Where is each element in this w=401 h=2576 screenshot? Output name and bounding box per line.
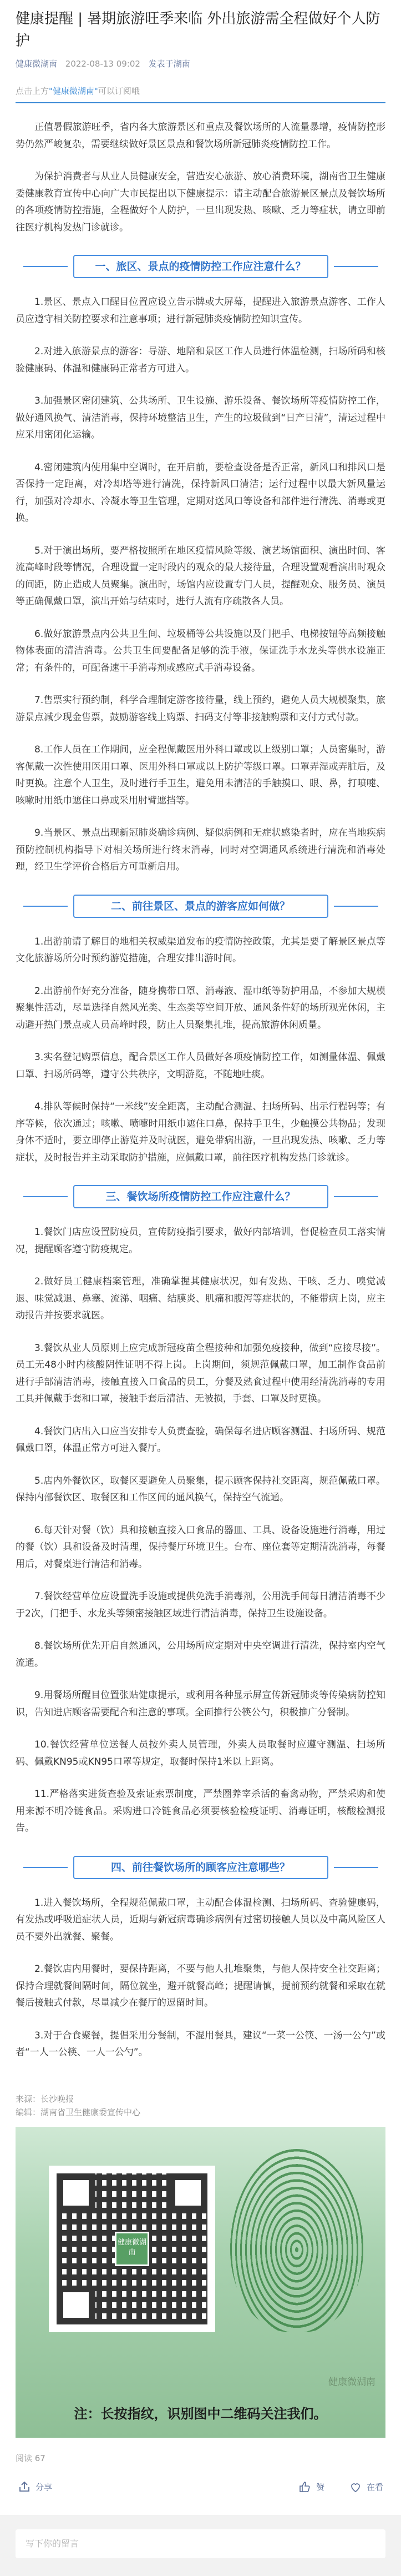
paragraph: 3.加强景区密闭建筑、公共场所、卫生设施、游乐设备、餐饮场所等疫情防控工作，做好通风换气、清洁消毒，保持环境整洁卫生，产生的垃圾做到“日产日清”，清运过程中应采用密闭化运输。	[16, 395, 385, 440]
article-meta	[16, 58, 385, 70]
qr-code[interactable]	[49, 2166, 215, 2332]
publish-location: 发表于湖南	[148, 59, 190, 69]
share-label: 分享	[35, 2482, 53, 2492]
paragraph: 3.餐饮从业人员原则上应完成新冠疫苗全程接种和加强免疫接种，做到“应接尽接”。员工无48小时内核酸阴性证明不得上岗。上岗期间，须规范佩戴口罩，加工制作食品前进行手部清洁消毒，接触直接入口食品的员工，分餐及熟食过程中使用经清洗消毒的专用工具并佩戴手套和口罩，接触手套后清洁、无被损，手套、口罩及时更换。	[16, 1342, 385, 1404]
paragraph: 7.售票实行预约制，科学合理制定游客接待量，线上预约，避免人员大规模聚集，旅游景点减少现金售票，鼓励游客线上购票、扫码支付等非接触购票和支付方式付款。	[16, 695, 385, 723]
qr-logo: 健康微湖南	[115, 2232, 149, 2266]
paragraph: 5.店内外餐饮区，取餐区要避免人员聚集，提示顾客保持社交距离，规范佩戴口罩。保持内部餐饮区、取餐区和工作区间的通风换气，保持空气流通。	[16, 1475, 385, 1503]
section-heading: 四、前往餐饮场所的顾客应注意哪些？	[73, 1856, 328, 1879]
section-heading: 一、旅区、景点的疫情防控工作应注意什么？	[73, 255, 328, 278]
paragraph: 4.密闭建筑内使用集中空调时，在开启前，要检查设备是否正常，新风口和排风口是否保持一定距离，对冷却塔等进行清洗，保持新风口清洁；运行过程中以最大新风量运行，加强对冷却水、冷凝水等卫生管理，定期对送风口等设备和部件进行清洗、消毒或更换。	[16, 461, 385, 524]
qr-banner-image	[16, 2127, 385, 2438]
share-icon	[18, 2480, 31, 2494]
author-link[interactable]: 健康微湖南	[16, 59, 58, 69]
paragraph: 5.对于演出场所，要严格按照所在地区疫情风险等级、演艺场馆面积、演出时间、客流高峰时段等情况，合理设置一定时段内的观众的最大接待量，合理设置观看演出时观众的间距，防止造成人员聚集。演出时，场馆内应设置专门人员，提醒观众、服务员、演员等正确佩戴口罩，演出开始与结束时，进行人流有序疏散各人员。	[16, 545, 385, 607]
paragraph: 4.排队等候时保持“一米线”安全距离，主动配合测温、扫场所码、出示行程码等；有序等候，依次通过；咳嗽、喷嚏时用纸巾遮住口鼻，保持手卫生，少触摸公共物品；发现身体不适时，要立即停止游览并及时就医，避免带病出游，一旦出现发热、咳嗽、乏力等症状，及时报告并主动采取防护措施，应佩戴口罩，前往医疗机构发热门诊就诊。	[16, 1101, 385, 1163]
read-count: 阅读 67	[16, 2453, 45, 2463]
banner-logo: 健康微湖南	[328, 2376, 375, 2388]
banner-caption: 注：长按指纹，识别图中二维码关注我们。	[74, 2405, 327, 2422]
source-line: 来源：长沙晚报	[16, 2093, 74, 2104]
qr-finder	[169, 2173, 207, 2212]
paragraph: 1.进入餐饮场所，全程规范佩戴口罩，主动配合体温检测、扫场所码、查验健康码，有发热或呼吸道症状人员，近期与新冠病毒确诊病例有过密切接触人员以及中高风险区人员不要外出就餐、聚餐。	[16, 1897, 385, 1942]
paragraph: 为保护消费者与从业人员健康安全，营造安心旅游、放心消费环境，湖南省卫生健康委健康教育宣传中心向广大市民提出以下健康提示：请主动配合旅游景区景点及餐饮场所的各项疫情防控措施，全程做好个人防护，一旦出现发热、咳嗽、乏力等症状，请立即前往医疗机构发热门诊就诊。	[16, 171, 385, 233]
paragraph: 1.出游前请了解目的地相关权威渠道发布的疫情防控政策，尤其是要了解景区景点等文化旅游场所分时预约游览措施，合理安排出游时间。	[16, 936, 385, 964]
subscribe-hint	[16, 84, 385, 103]
qr-finder	[57, 2173, 95, 2212]
qr-pattern	[57, 2173, 207, 2324]
article-source	[16, 2092, 385, 2119]
paragraph: 1.餐饮门店应设置防疫员，宣传防疫指引要求，做好内部培训，督促检查员工落实情况，提醒顾客遵守防疫规定。	[16, 1227, 385, 1255]
paragraph: 8.工作人员在工作期间，应全程佩戴医用外科口罩或以上级别口罩；人员密集时，游客佩戴一次性使用医用口罩、医用外科口罩或以上防护等级口罩。口罩弄湿或弄脏后，及时更换。注意个人卫生，及时进行手卫生，避免用未清洁的手触摸口、眼、鼻，打喷嚏、咳嗽时用纸巾遮住口鼻或采用肘臂遮挡等。	[16, 744, 385, 806]
section-heading: 二、前往景区、景点的游客应如何做？	[73, 895, 328, 918]
like-label: 赞	[316, 2482, 324, 2492]
reaction-group	[298, 2480, 383, 2494]
share-button[interactable]	[18, 2480, 52, 2494]
paragraph: 9.当景区、景点出现新冠肺炎确诊病例、疑似病例和无症状感染者时，应在当地疾病预防控制机构指导下对相关场所进行终末消毒，同时对空调通风系统进行清洗和消毒处理，经卫生学评价合格后方可重新启用。	[16, 827, 385, 872]
article-actions	[16, 2480, 385, 2494]
paragraph: 正值暑假旅游旺季，省内各大旅游景区和重点及餐饮场所的人流量暴增，疫情防控形势仍然严峻复杂，需要继续做好景区景点和餐饮场所新冠肺炎疫情防控工作。	[16, 122, 385, 150]
paragraph: 2.对进入旅游景点的游客：导游、地陪和景区工作人员进行体温检测，扫场所码和核验健康码、体温和健康码正常者方可进入。	[16, 346, 385, 374]
paragraph: 2.做好员工健康档案管理，准确掌握其健康状况，如有发热、干咳、乏力、嗅觉减退、味觉减退、鼻塞、流涕、咽痛、结膜炎、肌痛和腹泻等症状的，不能带病上岗，应主动报告并按要求就医。	[16, 1276, 385, 1321]
wow-button[interactable]	[349, 2480, 383, 2494]
subscribe-suffix: 可以订阅哦	[98, 86, 140, 96]
paragraph: 9.用餐场所醒目位置张贴健康提示，或利用各种显示屏宣传新冠肺炎等传染病防控知识，告知进店顾客需要配合和注意的事项。全面推行公筷公勺，积极推广分餐制。	[16, 1690, 385, 1718]
paragraph: 8.餐饮场所优先开启自然通风，公用场所应定期对中央空调进行清洗，保持室内空气流通。	[16, 1640, 385, 1669]
comment-input[interactable]: 写下你的留言	[16, 2529, 385, 2558]
paragraph: 3.实名登记购票信息，配合景区工作人员做好各项疫情防控工作，如测量体温、佩戴口罩、扫场所码等，遵守公共秩序，文明游览，不随地吐痰。	[16, 1052, 385, 1080]
paragraph: 6.每天针对餐（饮）具和接触直接入口食品的器皿、工具、设备设施进行消毒，用过的餐（饮）具和设备及时清理，保持餐厅环境卫生。台布、座位套等定期清洗消毒，每餐用后，对餐桌进行清洁和消毒。	[16, 1524, 385, 1570]
paragraph: 3.对于合食聚餐，提倡采用分餐制，不混用餐具，建议“一菜一公筷、一汤一公勺”或者“一人一公筷、一人一公勺”。	[16, 2030, 385, 2058]
like-button[interactable]	[298, 2480, 324, 2494]
paragraph: 10.餐饮经营单位送餐人员按外卖人员管理，外卖人员取餐时应遵守测温、扫场所码、佩戴KN95或KN95口罩等规定，取餐时保持1米以上距离。	[16, 1739, 385, 1767]
paragraph: 11.严格落实进货查验及索证索票制度，严禁圈养宰杀活的畜禽动物，严禁采购和使用来源不明冷链食品。采购进口冷链食品必须要核验检疫证明、消毒证明，核酸检测报告。	[16, 1789, 385, 1834]
section-heading: 三、餐饮场所疫情防控工作应注意什么？	[73, 1185, 328, 1208]
qr-finder	[57, 2286, 95, 2324]
subscribe-link[interactable]: "健康微湖南"	[49, 86, 98, 96]
paragraph: 7.餐饮经营单位应设置洗手设施或提供免洗手消毒剂，公用洗手间每日清洁消毒不少于2次，门把手、水龙头等频密接触区域进行清洁消毒，保持卫生设施设备。	[16, 1591, 385, 1619]
article-title: 健康提醒 | 暑期旅游旺季来临 外出旅游需全程做好个人防护	[16, 11, 380, 49]
comment-bar	[0, 2515, 401, 2576]
paragraph: 2.餐饮店内用餐时，要保持距离，不要与他人扎堆聚集，与他人保持安全社交距离；保持合理就餐间隔时间，隔位就坐，避开就餐高峰；提醒请慎，提前预约就餐和采取在就餐后接触式付款，尽量减少在餐厅的逗留时间。	[16, 1964, 385, 2008]
wow-label: 在看	[366, 2482, 383, 2492]
thumb-up-icon	[298, 2480, 312, 2494]
fingerprint-icon[interactable]	[230, 2149, 363, 2332]
paragraph: 2.出游前作好充分准备，随身携带口罩、消毒液、湿巾纸等防护用品，不参加大规模聚集性活动，尽量选择自然风光类、生态类等空间开放、通风条件好的场所观光休闲，主动避开热门景点或人员高峰时段，防止人员聚集扎堆，提高旅游休闲质量。	[16, 985, 385, 1031]
subscribe-prefix: 点击上方	[16, 86, 49, 96]
paragraph: 6.做好旅游景点内公共卫生间、垃圾桶等公共设施以及门把手、电梯按钮等高频接触物体表面的清洁消毒。公共卫生间要配备足够的洗手液，保证洗手水龙头等供水设施正常；有条件的，可配备速干手消毒剂或感应式手消毒设备。	[16, 628, 385, 674]
heart-icon	[349, 2480, 362, 2494]
article-body	[16, 119, 385, 2061]
publish-date: 2022-08-13 09:02	[65, 59, 140, 69]
paragraph: 1.景区、景点入口醒目位置应设立告示牌或大屏幕，提醒进入旅游景点游客、工作人员应遵守相关防控要求和注意事项；进行新冠肺炎疫情防控知识宣传。	[16, 297, 385, 325]
paragraph: 4.餐饮门店出入口应当安排专人负责查验，确保每名进店顾客测温、扫场所码、规范佩戴口罩，体温正常方可进入餐厅。	[16, 1425, 385, 1454]
editor-line: 编辑：湖南省卫生健康委宣传中心	[16, 2107, 141, 2117]
